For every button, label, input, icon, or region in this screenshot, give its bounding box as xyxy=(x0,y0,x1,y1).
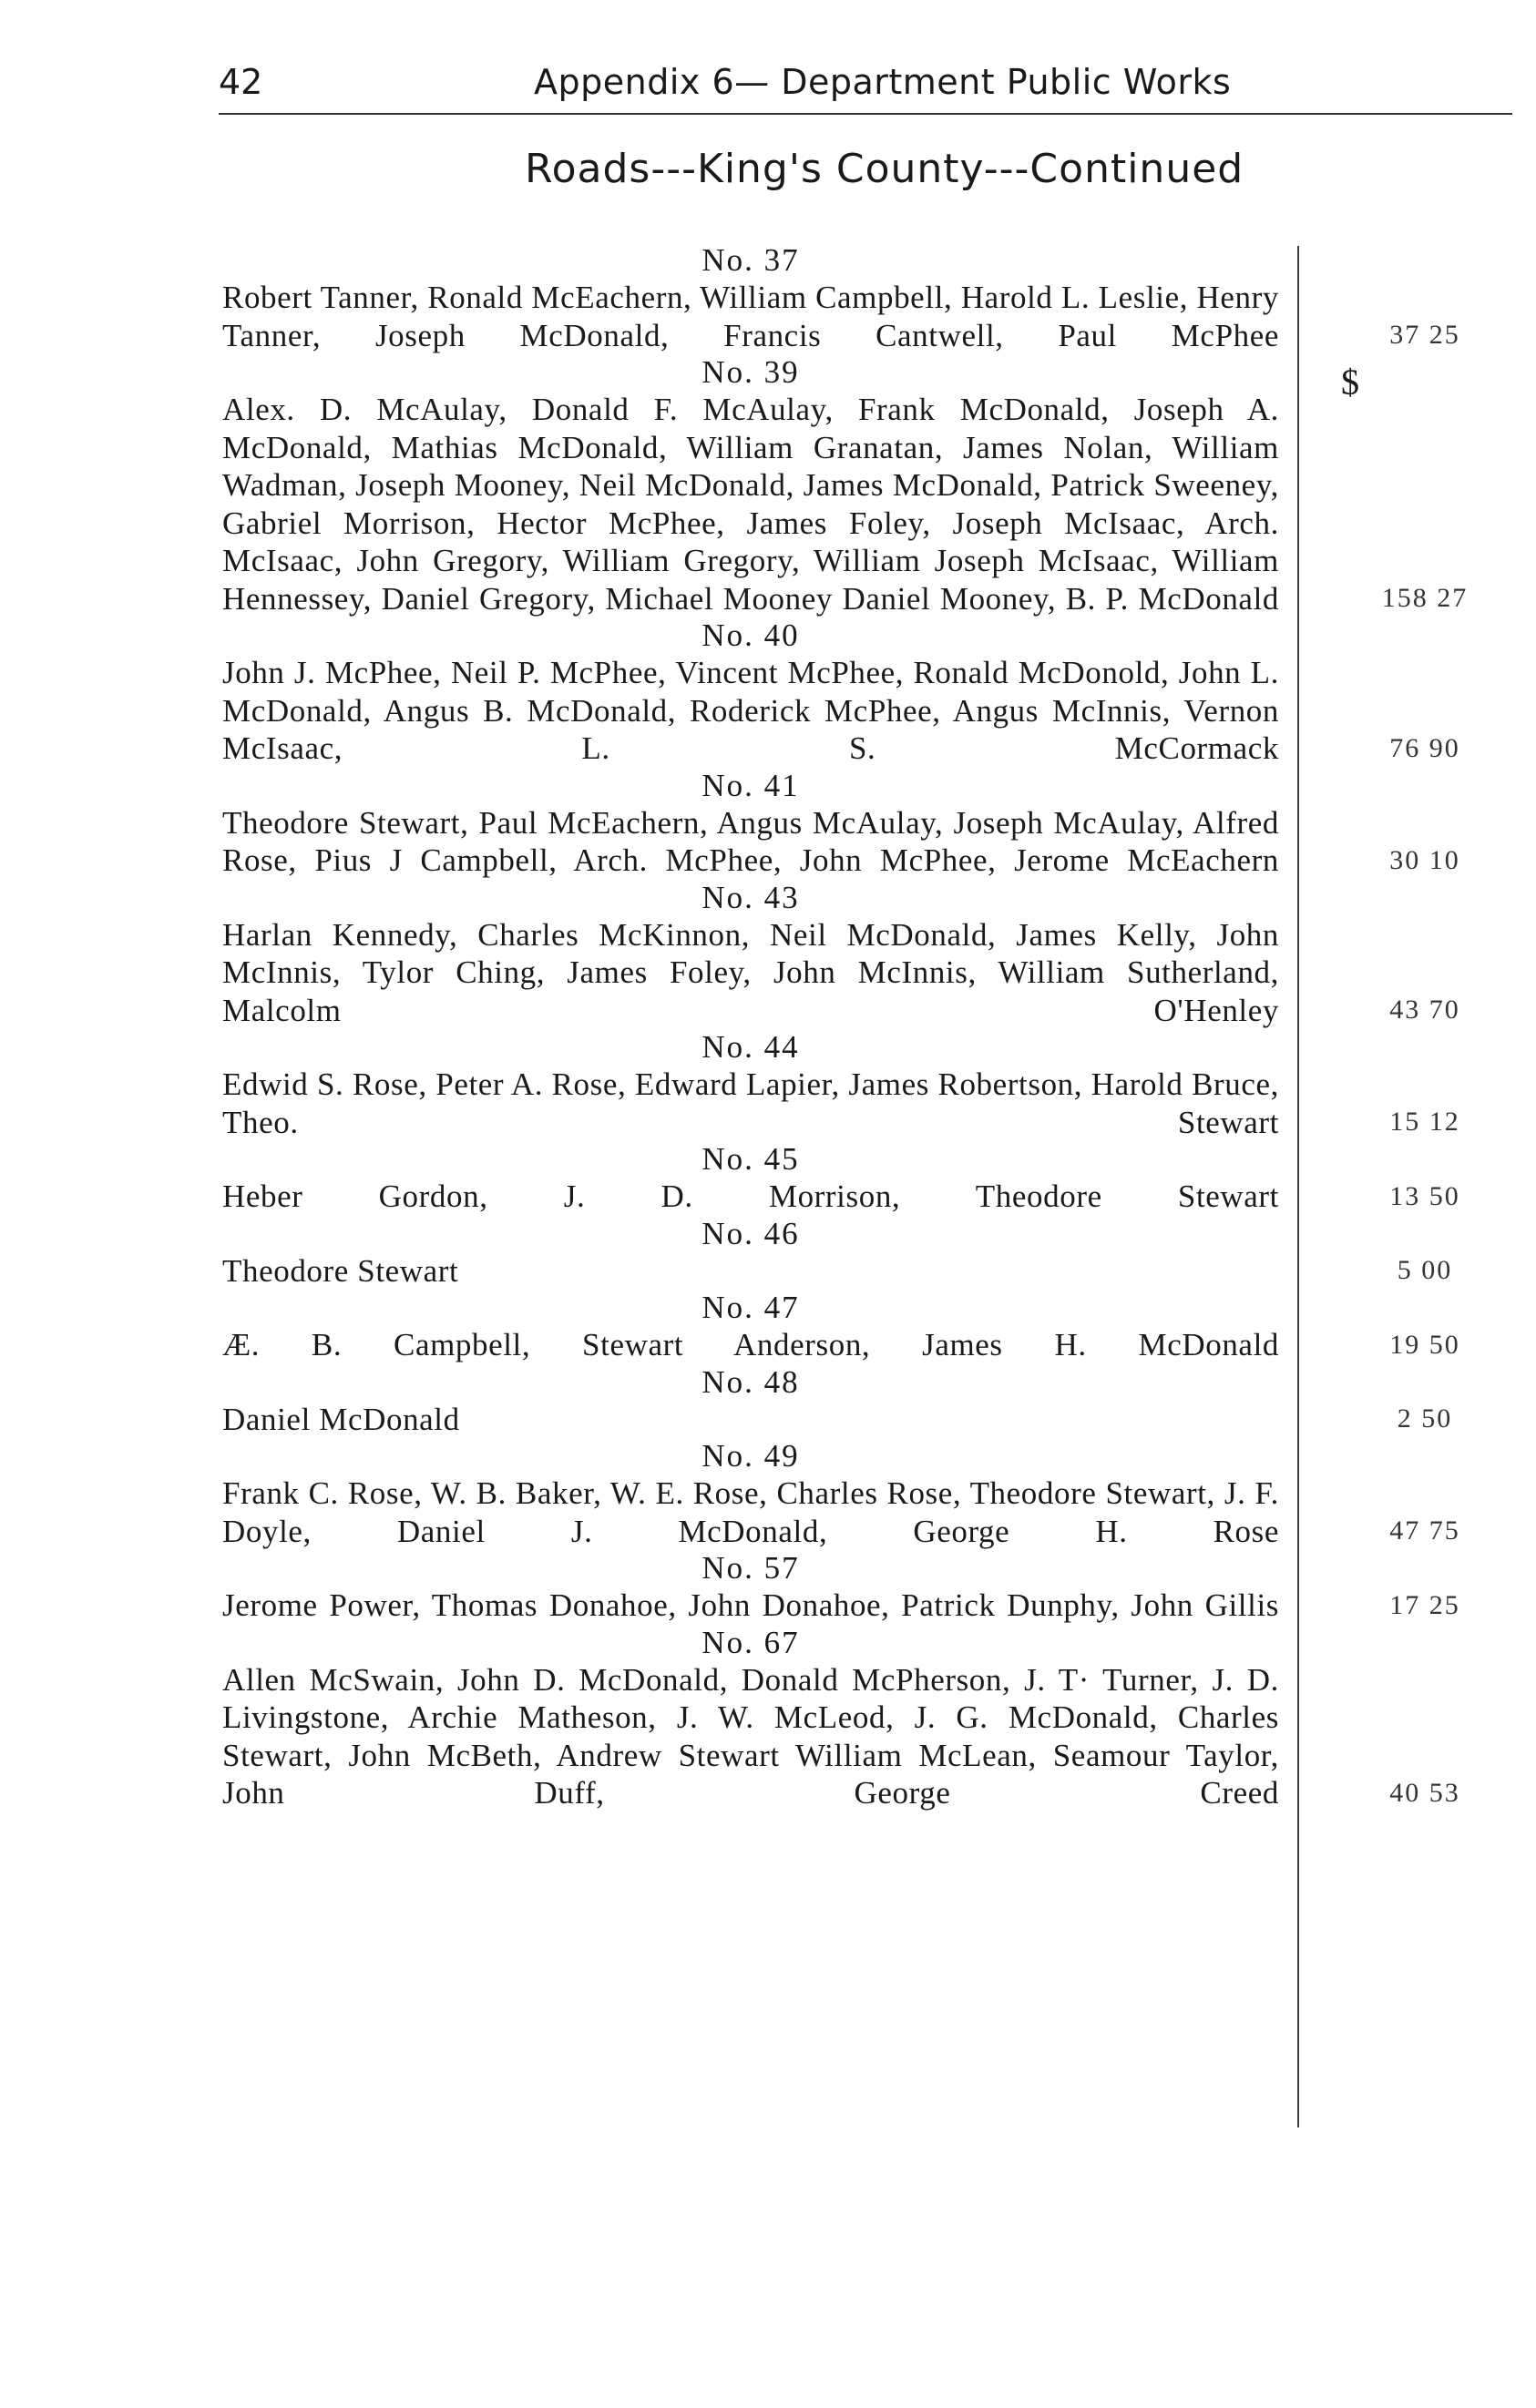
road-entry xyxy=(222,617,1516,768)
road-amount: 40 53 xyxy=(1389,1777,1460,1808)
road-entry xyxy=(222,1438,1516,1550)
road-number: No. 41 xyxy=(701,767,800,803)
road-number: No. 39 xyxy=(701,354,800,390)
road-number: No. 44 xyxy=(701,1029,800,1065)
road-names: Allen McSwain, John D. McDonald, Donald McPherson, J. T· Turner, J. D. Livingstone, Archie Matheson, J. W. McLeod, J. G. McDonald, Charles Stewart, John McBeth, Andrew Stewart William McLean, Seamour Taylor, John Duff, George Creed xyxy=(222,1661,1279,1811)
road-amount: 15 12 xyxy=(1389,1107,1460,1137)
road-names: Theodore Stewart xyxy=(222,1252,459,1289)
road-amount: 47 75 xyxy=(1389,1515,1460,1546)
road-entry xyxy=(222,1290,1516,1364)
road-number: No. 48 xyxy=(701,1363,800,1400)
road-amount: 17 25 xyxy=(1389,1589,1460,1620)
road-names: Heber Gordon, J. D. Morrison, Theodore Stewart xyxy=(222,1178,1279,1214)
road-amount: 76 90 xyxy=(1389,732,1460,763)
road-number: No. 43 xyxy=(701,879,800,915)
road-entry xyxy=(222,1141,1516,1216)
road-names: Jerome Power, Thomas Donahoe, John Donahoe, Patrick Dunphy, John Gillis xyxy=(222,1587,1279,1623)
road-names: Theodore Stewart, Paul McEachern, Angus McAulay, Joseph McAulay, Alfred Rose, Pius J Campbell, Arch. McPhee, John McPhee, Jerome McEachern xyxy=(222,804,1279,878)
currency-symbol: $ xyxy=(1341,362,1359,403)
section-title: Roads---King's County---Continued xyxy=(525,146,1244,192)
road-number: No. 49 xyxy=(701,1438,800,1474)
road-entry xyxy=(222,1029,1516,1141)
road-entry xyxy=(222,354,1516,617)
road-amount: 5 00 xyxy=(1397,1255,1453,1285)
road-names: Harlan Kennedy, Charles McKinnon, Neil McDonald, James Kelly, John McInnis, Tylor Ching, James Foley, John McInnis, William Sutherland, Malcolm O'Henley xyxy=(222,916,1279,1028)
road-amount: 158 27 xyxy=(1381,583,1469,613)
road-names: Frank C. Rose, W. B. Baker, W. E. Rose, Charles Rose, Theodore Stewart, J. F. Doyle, Daniel J. McDonald, George H. Rose xyxy=(222,1475,1279,1549)
road-number: No. 45 xyxy=(701,1141,800,1177)
road-names: Daniel McDonald xyxy=(222,1401,460,1437)
road-amount: 30 10 xyxy=(1389,844,1460,875)
road-amount: 2 50 xyxy=(1397,1403,1453,1434)
road-entry xyxy=(222,1625,1516,1812)
road-number: No. 46 xyxy=(701,1215,800,1251)
road-entry xyxy=(222,1216,1516,1291)
road-names: Robert Tanner, Ronald McEachern, William Campbell, Harold L. Leslie, Henry Tanner, Joseph McDonald, Francis Cantwell, Paul McPhee xyxy=(222,280,1279,353)
road-number: No. 57 xyxy=(701,1550,800,1586)
road-amount: 37 25 xyxy=(1389,320,1460,350)
road-entry xyxy=(222,768,1516,880)
road-names: John J. McPhee, Neil P. McPhee, Vincent McPhee, Ronald McDonold, John L. McDonald, Angus B. McDonald, Roderick McPhee, Angus McInnis, Vernon McIsaac, L. S. McCormack xyxy=(222,655,1279,766)
road-list xyxy=(222,242,1516,1812)
road-amount: 19 50 xyxy=(1389,1329,1460,1360)
road-entry xyxy=(222,1550,1516,1625)
road-number: No. 37 xyxy=(701,242,800,278)
road-number: No. 40 xyxy=(701,617,800,653)
road-amount: 13 50 xyxy=(1389,1180,1460,1211)
road-entry xyxy=(222,1364,1516,1439)
page-header xyxy=(219,58,1512,115)
page-number: 42 xyxy=(219,62,263,102)
road-names: Æ. B. Campbell, Stewart Anderson, James H. McDonald xyxy=(222,1327,1279,1362)
road-names: Edwid S. Rose, Peter A. Rose, Edward Lapier, James Robertson, Harold Bruce, Theo. Stewart xyxy=(222,1066,1279,1140)
road-amount: 43 70 xyxy=(1389,995,1460,1025)
road-entry xyxy=(222,880,1516,1030)
road-number: No. 67 xyxy=(701,1624,800,1660)
road-entry xyxy=(222,242,1516,354)
road-names: Alex. D. McAulay, Donald F. McAulay, Frank McDonald, Joseph A. McDonald, Mathias McDonald, William Granatan, James Nolan, William Wadman, Joseph Mooney, Neil McDonald, James McDonald, Patrick Sweeney, Gabriel Morrison, Hector McPhee, James Foley, Joseph McIsaac, Arch. McIsaac, John Gregory, William Gregory, William Joseph McIsaac, William Hennessey, Daniel Gregory, Michael Mooney Daniel Mooney, B. P. McDonald xyxy=(222,392,1279,617)
road-number: No. 47 xyxy=(701,1290,800,1325)
running-head: Appendix 6— Department Public Works xyxy=(534,62,1232,102)
